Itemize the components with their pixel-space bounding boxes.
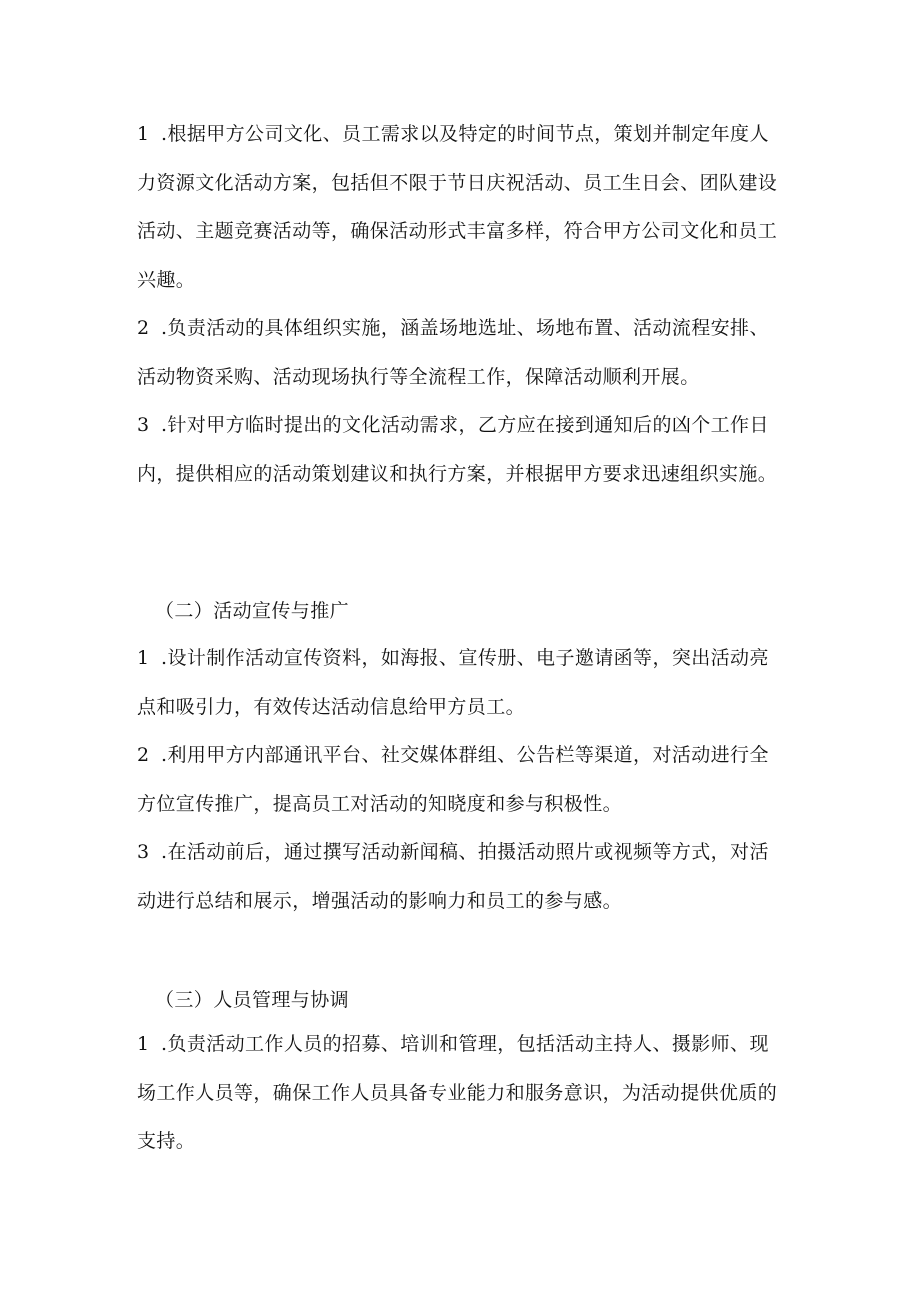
- item-number: 1: [137, 123, 150, 145]
- item-number: 1: [137, 1033, 150, 1055]
- item-number: 3: [137, 841, 150, 863]
- item-text: .负责活动工作人员的招募、培训和管理，包括活动主持人、摄影师、现场工作人员等，确保工作人员具备专业能力和服务意识，为活动提供优质的支持。: [137, 1033, 778, 1152]
- section-3-heading: （三）人员管理与协调: [155, 989, 350, 1011]
- paragraph-2-3: [137, 828, 787, 925]
- paragraph-3-1: [137, 1020, 787, 1166]
- item-number: 1: [137, 647, 150, 669]
- section-2-heading: （二）活动宣传与推广: [155, 600, 350, 622]
- paragraph-2-2: [137, 731, 787, 828]
- item-number: 2: [137, 317, 150, 339]
- section-3-body: [137, 1020, 787, 1166]
- item-text: .负责活动的具体组织实施，涵盖场地选址、场地布置、活动流程安排、活动物资采购、活动现场执行等全流程工作，保障活动顺利开展。: [137, 317, 769, 388]
- item-text: .设计制作活动宣传资料，如海报、宣传册、电子邀请函等，突出活动亮点和吸引力，有效传达活动信息给甲方员工。: [137, 647, 769, 718]
- paragraph-2-1: [137, 634, 787, 731]
- item-text: .在活动前后，通过撰写活动新闻稿、拍摄活动照片或视频等方式，对活动进行总结和展示，增强活动的影响力和员工的参与感。: [137, 841, 769, 912]
- paragraph-1-3: [137, 401, 787, 498]
- paragraph-1-1: [137, 110, 787, 304]
- section-2-body: [137, 634, 787, 925]
- item-text: .利用甲方内部通讯平台、社交媒体群组、公告栏等渠道，对活动进行全方位宣传推广，提高员工对活动的知晓度和参与积极性。: [137, 744, 769, 815]
- paragraph-1-2: [137, 304, 787, 401]
- item-text: .针对甲方临时提出的文化活动需求，乙方应在接到通知后的凶个工作日内，提供相应的活动策划建议和执行方案，并根据甲方要求迅速组织实施。: [137, 414, 778, 485]
- section-1-body: [137, 110, 787, 498]
- item-text: .根据甲方公司文化、员工需求以及特定的时间节点，策划并制定年度人力资源文化活动方案，包括但不限于节日庆祝活动、员工生日会、团队建设活动、主题竞赛活动等，确保活动形式丰富多样，符合甲方公司文化和员工兴趣。: [137, 123, 778, 291]
- item-number: 2: [137, 744, 150, 766]
- item-number: 3: [137, 414, 150, 436]
